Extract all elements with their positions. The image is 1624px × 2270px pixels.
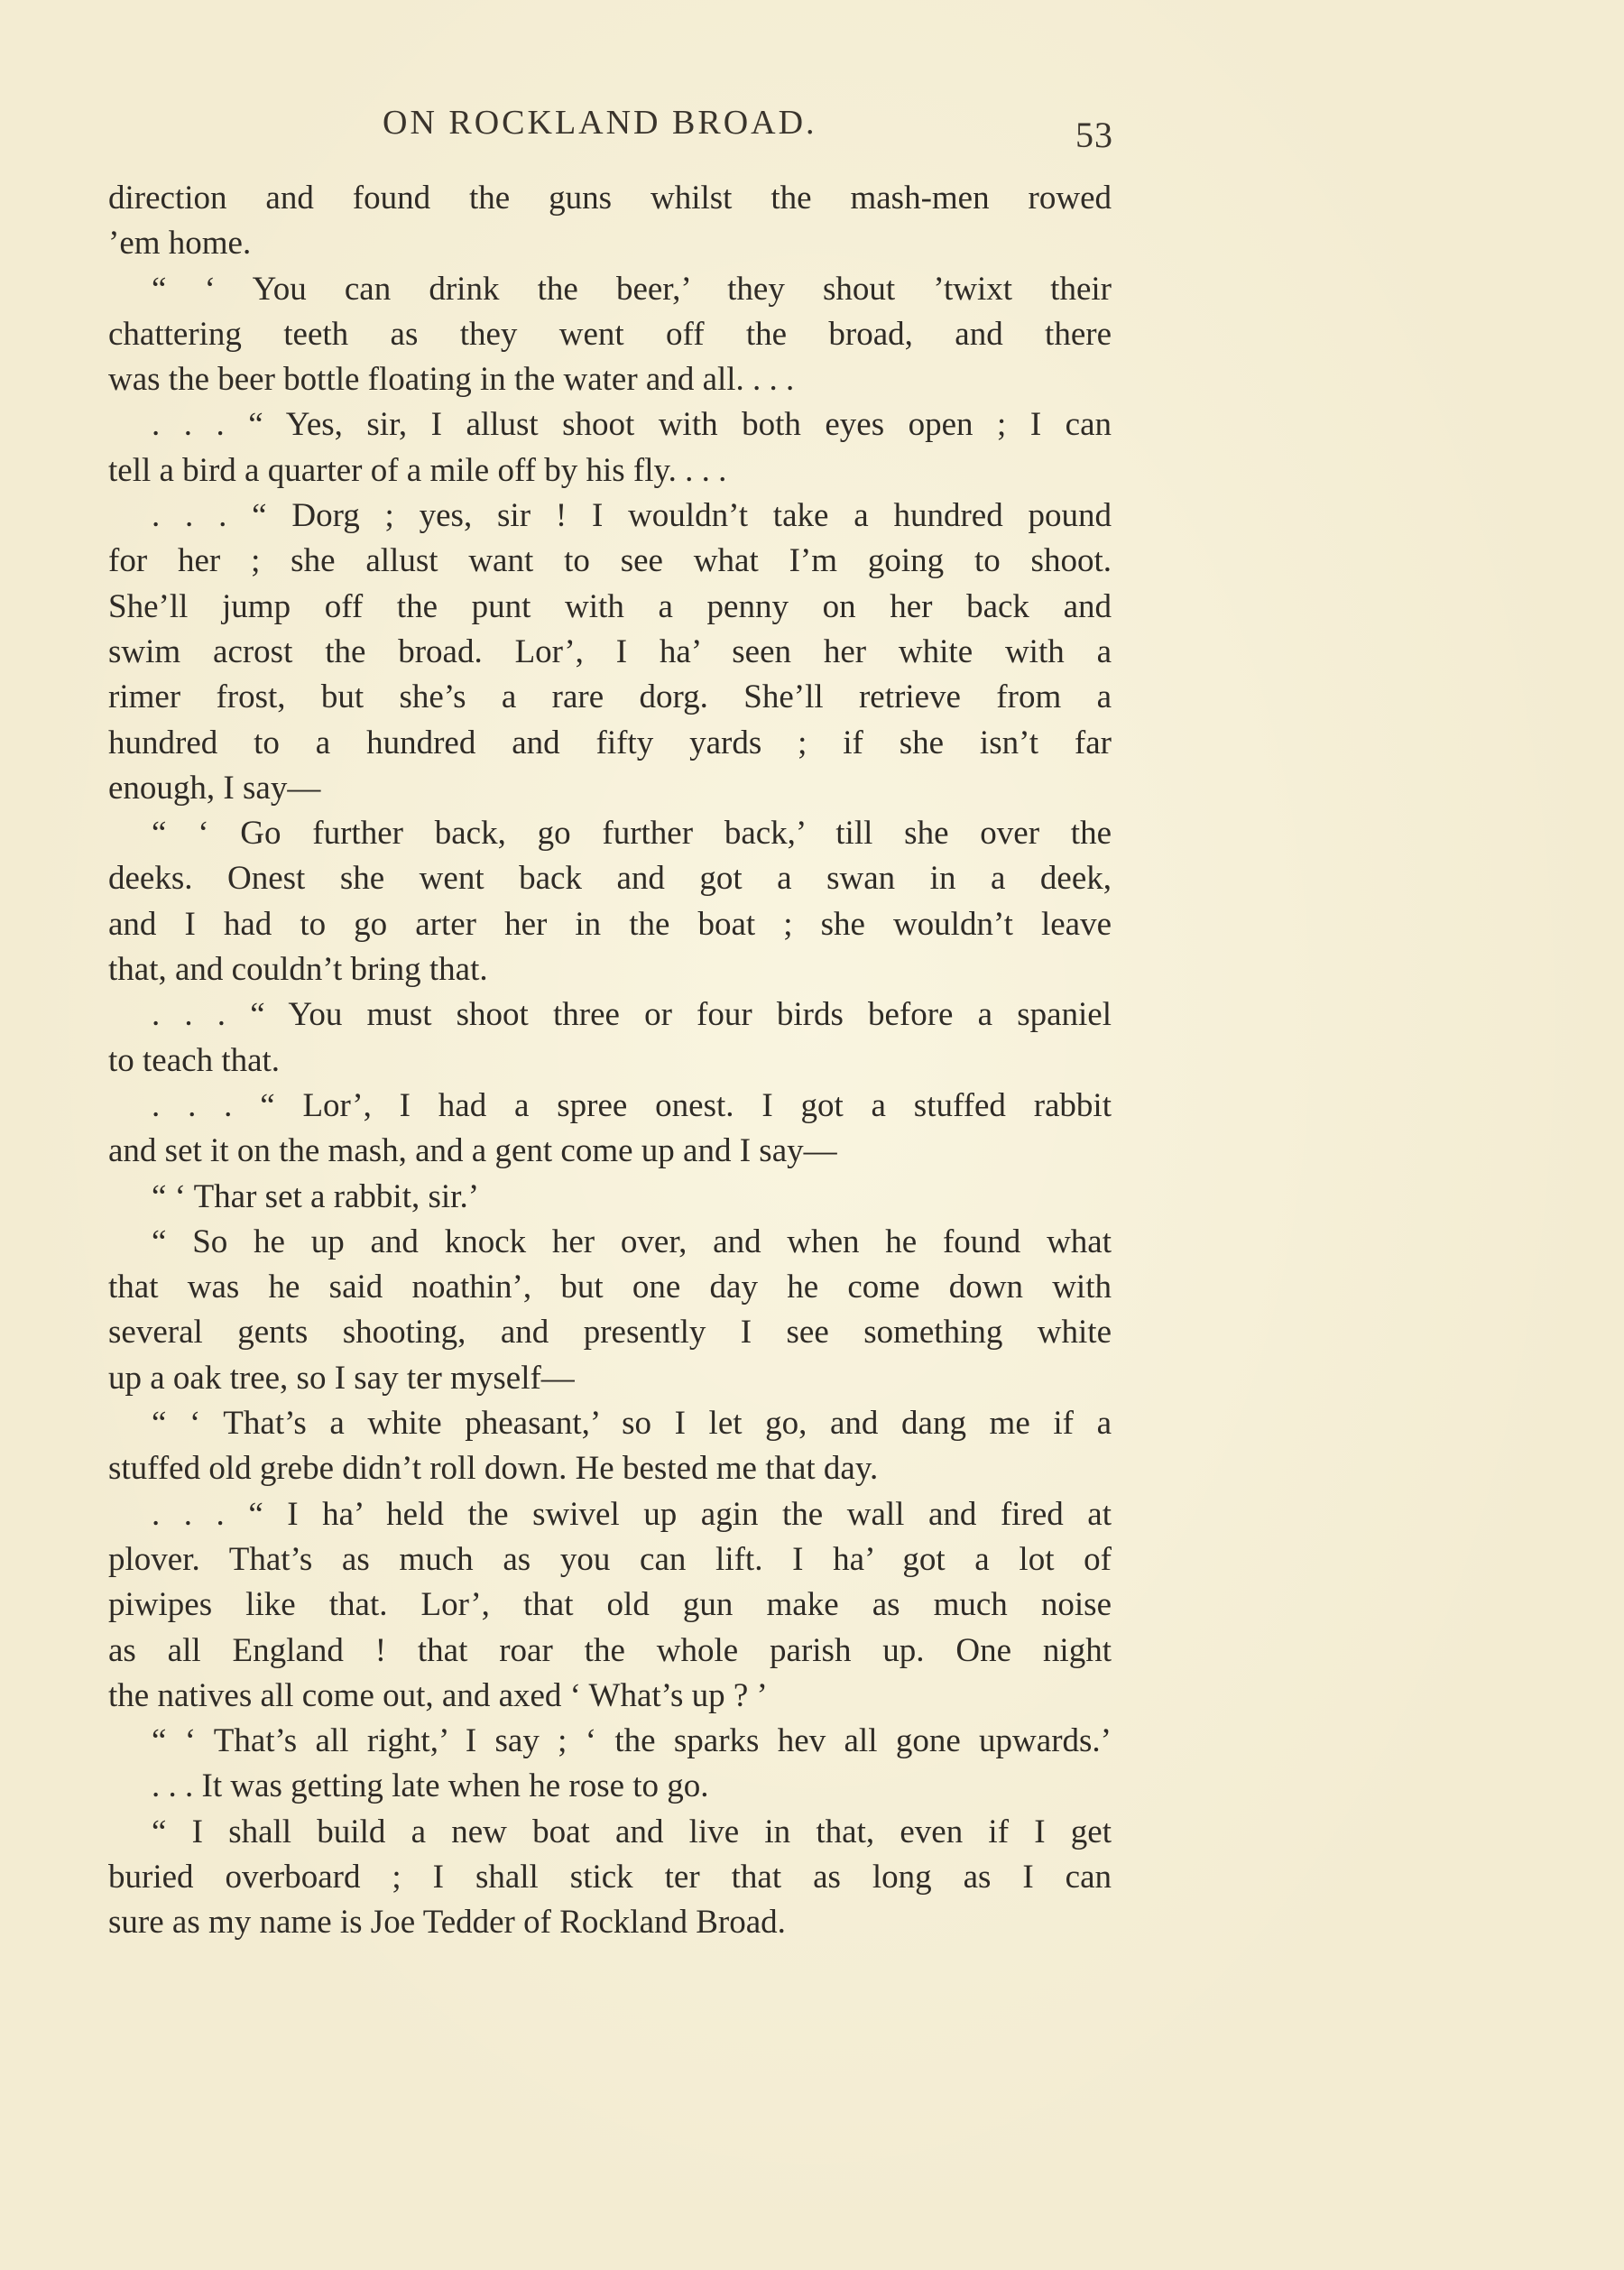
text-line: as all England ! that roar the whole parish up. One night	[108, 1631, 1112, 1669]
text-line: for her ; she allust want to see what I’m going to shoot.	[108, 542, 1112, 580]
text-line: rimer frost, but she’s a rare dorg. She’ll retrieve from a	[108, 678, 1112, 716]
text-line: “ ‘ Go further back, go further back,’ till she over the	[152, 815, 1112, 853]
page-number: 53	[1075, 115, 1113, 155]
running-head: ON ROCKLAND BROAD.	[383, 104, 817, 142]
text-line: . . . “ Yes, sir, I allust shoot with both eyes open ; I can	[152, 406, 1112, 444]
text-line: tell a bird a quarter of a mile off by his fly. . . .	[108, 451, 727, 489]
text-line: ’em home.	[108, 225, 252, 263]
text-line: deeks. Onest she went back and got a swan in a deek,	[108, 860, 1112, 898]
text-line: “ ‘ That’s all right,’ I say ; ‘ the sparks hev all gone upwards.’	[152, 1722, 1112, 1760]
text-line: . . . It was getting late when he rose to go.	[152, 1767, 709, 1805]
text-line: “ So he up and knock her over, and when he found what	[152, 1223, 1112, 1260]
text-line: direction and found the guns whilst the mash-men rowed	[108, 180, 1112, 217]
text-line: She’ll jump off the punt with a penny on her back and	[108, 587, 1112, 625]
text-line: stuffed old grebe didn’t roll down. He bested me that day.	[108, 1450, 879, 1488]
text-line: plover. That’s as much as you can lift. I ha’ got a lot of	[108, 1540, 1112, 1578]
text-line: up a oak tree, so I say ter myself—	[108, 1359, 575, 1397]
text-line: swim acrost the broad. Lor’, I ha’ seen her white with a	[108, 632, 1112, 670]
text-line: sure as my name is Joe Tedder of Rockland Broad.	[108, 1904, 786, 1942]
text-line: “ I shall build a new boat and live in that, even if I get	[152, 1813, 1112, 1850]
text-line: “ ‘ You can drink the beer,’ they shout ’twixt their	[152, 270, 1112, 308]
text-line: to teach that.	[108, 1041, 281, 1079]
text-line: was the beer bottle floating in the water and all. . . .	[108, 361, 795, 399]
text-line: several gents shooting, and presently I see something white	[108, 1314, 1112, 1352]
text-line: piwipes like that. Lor’, that old gun make as much noise	[108, 1586, 1112, 1624]
text-line: . . . “ I ha’ held the swivel up agin the wall and fired at	[152, 1495, 1112, 1533]
text-line: “ ‘ That’s a white pheasant,’ so I let go, and dang me if a	[152, 1405, 1112, 1443]
text-line: . . . “ Lor’, I had a spree onest. I got a stuffed rabbit	[152, 1086, 1112, 1124]
text-line: the natives all come out, and axed ‘ What’s up ? ’	[108, 1676, 768, 1714]
body-text	[108, 176, 1112, 1946]
text-line: and I had to go arter her in the boat ; she wouldn’t leave	[108, 905, 1112, 943]
text-line: buried overboard ; I shall stick ter that as long as I can	[108, 1858, 1112, 1896]
text-line: chattering teeth as they went off the broad, and there	[108, 315, 1112, 353]
text-line: that, and couldn’t bring that.	[108, 951, 488, 989]
text-line: “ ‘ Thar set a rabbit, sir.’	[152, 1177, 480, 1215]
text-line: enough, I say—	[108, 769, 321, 807]
text-line: that was he said noathin’, but one day he come down with	[108, 1269, 1112, 1306]
text-line: . . . “ Dorg ; yes, sir ! I wouldn’t take a hundred pound	[152, 497, 1112, 535]
text-line: . . . “ You must shoot three or four birds before a spaniel	[152, 996, 1112, 1034]
text-line: and set it on the mash, and a gent come up and I say—	[108, 1132, 837, 1170]
text-line: hundred to a hundred and fifty yards ; if she isn’t far	[108, 724, 1112, 761]
